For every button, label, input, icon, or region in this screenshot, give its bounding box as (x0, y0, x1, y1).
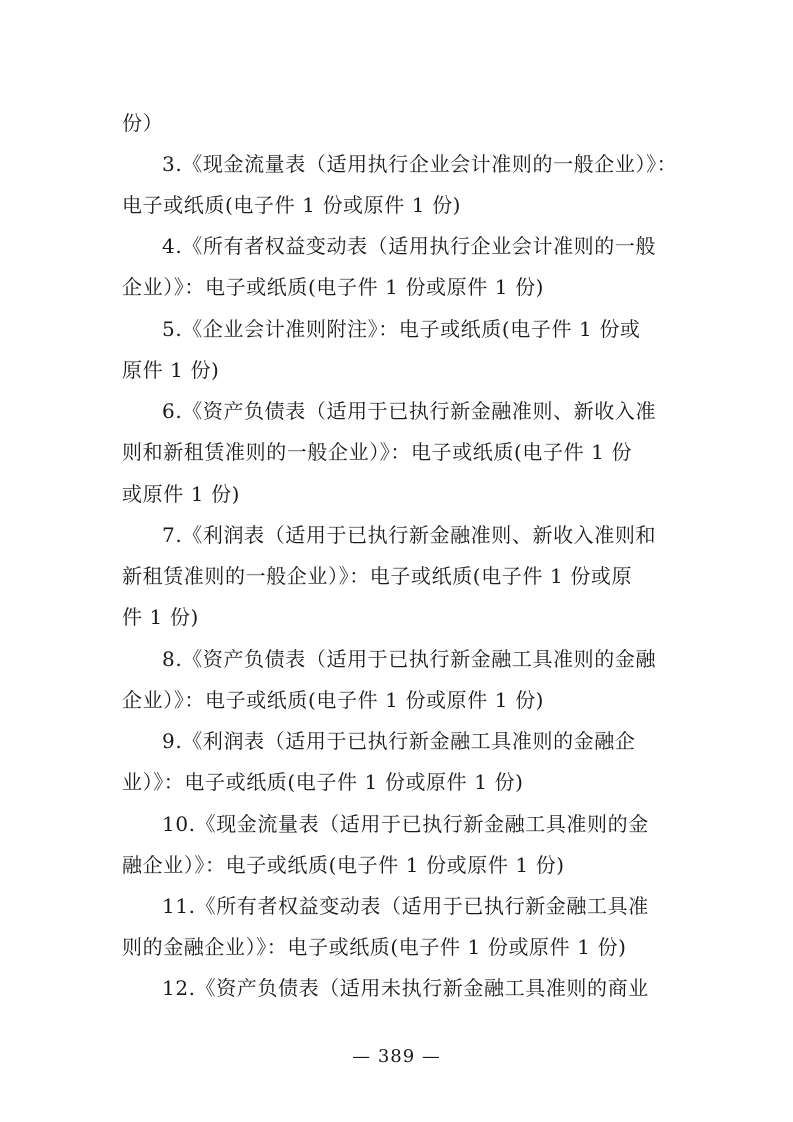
text-line-2: 3.《现金流量表（适用执行企业会计准则的一般企业）》： (162, 152, 678, 176)
text-line-12: 新租赁准则的一般企业）》：电子或纸质(电子件 1 份或原 (122, 564, 633, 588)
text-line-14: 8.《资产负债表（适用于已执行新金融工具准则的金融 (162, 647, 657, 671)
text-line-4: 4.《所有者权益变动表（适用执行企业会计准则的一般 (162, 234, 657, 258)
text-line-17: 业）》：电子或纸质(电子件 1 份或原件 1 份) (122, 770, 524, 794)
text-line-22: 12.《资产负债表（适用未执行新金融工具准则的商业 (162, 976, 649, 1000)
text-line-9: 则和新租赁准则的一般企业）》：电子或纸质(电子件 1 份 (122, 440, 633, 464)
text-line-21: 则的金融企业）》：电子或纸质(电子件 1 份或原件 1 份) (122, 935, 627, 959)
text-line-16: 9.《利润表（适用于已执行新金融工具准则的金融企 (162, 729, 636, 753)
text-line-8: 6.《资产负债表（适用于已执行新金融准则、新收入准 (162, 399, 657, 423)
text-line-10: 或原件 1 份) (122, 482, 241, 506)
text-line-19: 融企业）》：电子或纸质(电子件 1 份或原件 1 份) (122, 853, 565, 877)
text-line-6: 5.《企业会计准则附注》：电子或纸质(电子件 1 份或 (162, 317, 641, 341)
text-line-5: 企业）》：电子或纸质(电子件 1 份或原件 1 份) (122, 275, 545, 299)
page-number: — 389 — (352, 1046, 441, 1067)
text-line-1: 份） (122, 111, 164, 135)
text-line-7: 原件 1 份) (122, 358, 220, 382)
text-line-15: 企业）》：电子或纸质(电子件 1 份或原件 1 份) (122, 688, 545, 712)
text-line-11: 7.《利润表（适用于已执行新金融准则、新收入准则和 (162, 523, 657, 547)
text-line-3: 电子或纸质(电子件 1 份或原件 1 份) (122, 193, 462, 217)
text-line-18: 10.《现金流量表（适用于已执行新金融工具准则的金 (162, 812, 649, 836)
text-line-13: 件 1 份) (122, 605, 199, 629)
text-line-20: 11.《所有者权益变动表（适用于已执行新金融工具准 (162, 894, 649, 918)
